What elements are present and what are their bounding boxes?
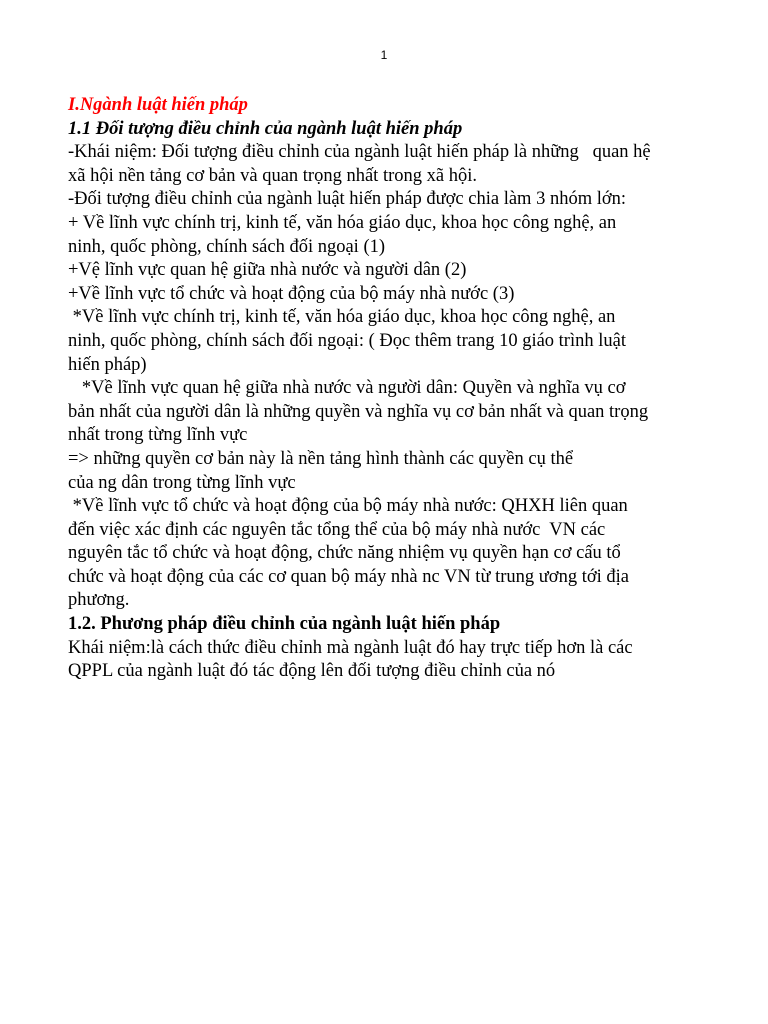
text-line: *Về lĩnh vực tổ chức và hoạt động của bộ máy nhà nước: QHXH liên quan: [68, 496, 628, 517]
text-line: ninh, quốc phòng, chính sách đối ngoại (1): [68, 236, 386, 257]
text-line: + Về lĩnh vực chính trị, kinh tế, văn hóa giáo dục, khoa học công nghệ, an: [68, 212, 617, 233]
text-line: QPPL của ngành luật đó tác động lên đối tượng điều chỉnh của nó: [68, 661, 556, 682]
section-heading: I.Ngành luật hiến pháp: [68, 95, 248, 115]
page-number: 1: [380, 48, 388, 62]
text-line: phương.: [68, 590, 130, 611]
text-line: bản nhất của người dân là những quyền và nghĩa vụ cơ bản nhất và quan trọng: [68, 401, 649, 422]
text-line: của ng dân trong từng lĩnh vực: [68, 472, 296, 493]
text-line: hiến pháp): [68, 354, 147, 375]
text-line: *Về lĩnh vực chính trị, kinh tế, văn hóa giáo dục, khoa học công nghệ, an: [68, 307, 616, 328]
text-line: +Về lĩnh vực tổ chức và hoạt động của bộ máy nhà nước (3): [68, 283, 515, 304]
text-line: -Đối tượng điều chỉnh của ngành luật hiến pháp được chia làm 3 nhóm lớn:: [68, 189, 627, 210]
text-line: xã hội nền tảng cơ bản và quan trọng nhất trong xã hội.: [68, 165, 477, 186]
text-line: chức và hoạt động của các cơ quan bộ máy nhà nc VN từ trung ương tới địa: [68, 566, 629, 587]
document-body: [68, 94, 708, 684]
text-line: đến việc xác định các nguyên tắc tổng thể của bộ máy nhà nước VN các: [68, 519, 606, 540]
subsection-heading: 1.1 Đối tượng điều chỉnh của ngành luật hiến pháp: [68, 118, 463, 139]
text-line: nguyên tắc tổ chức và hoạt động, chức năng nhiệm vụ quyền hạn cơ cấu tổ: [68, 543, 621, 564]
subsection-heading: 1.2. Phương pháp điều chỉnh của ngành luật hiến pháp: [68, 614, 501, 635]
text-line: -Khái niệm: Đối tượng điều chỉnh của ngành luật hiến pháp là những quan hệ: [68, 142, 651, 163]
text-line: nhất trong từng lĩnh vực: [68, 425, 248, 446]
text-line: Khái niệm:là cách thức điều chỉnh mà ngành luật đó hay trực tiếp hơn là các: [68, 637, 633, 658]
text-line: => những quyền cơ bản này là nền tảng hình thành các quyền cụ thể: [68, 448, 574, 469]
text-line: +Vệ lĩnh vực quan hệ giữa nhà nước và người dân (2): [68, 260, 467, 281]
text-line: *Về lĩnh vực quan hệ giữa nhà nước và người dân: Quyền và nghĩa vụ cơ: [68, 378, 626, 399]
text-line: ninh, quốc phòng, chính sách đối ngoại: ( Đọc thêm trang 10 giáo trình luật: [68, 330, 626, 351]
